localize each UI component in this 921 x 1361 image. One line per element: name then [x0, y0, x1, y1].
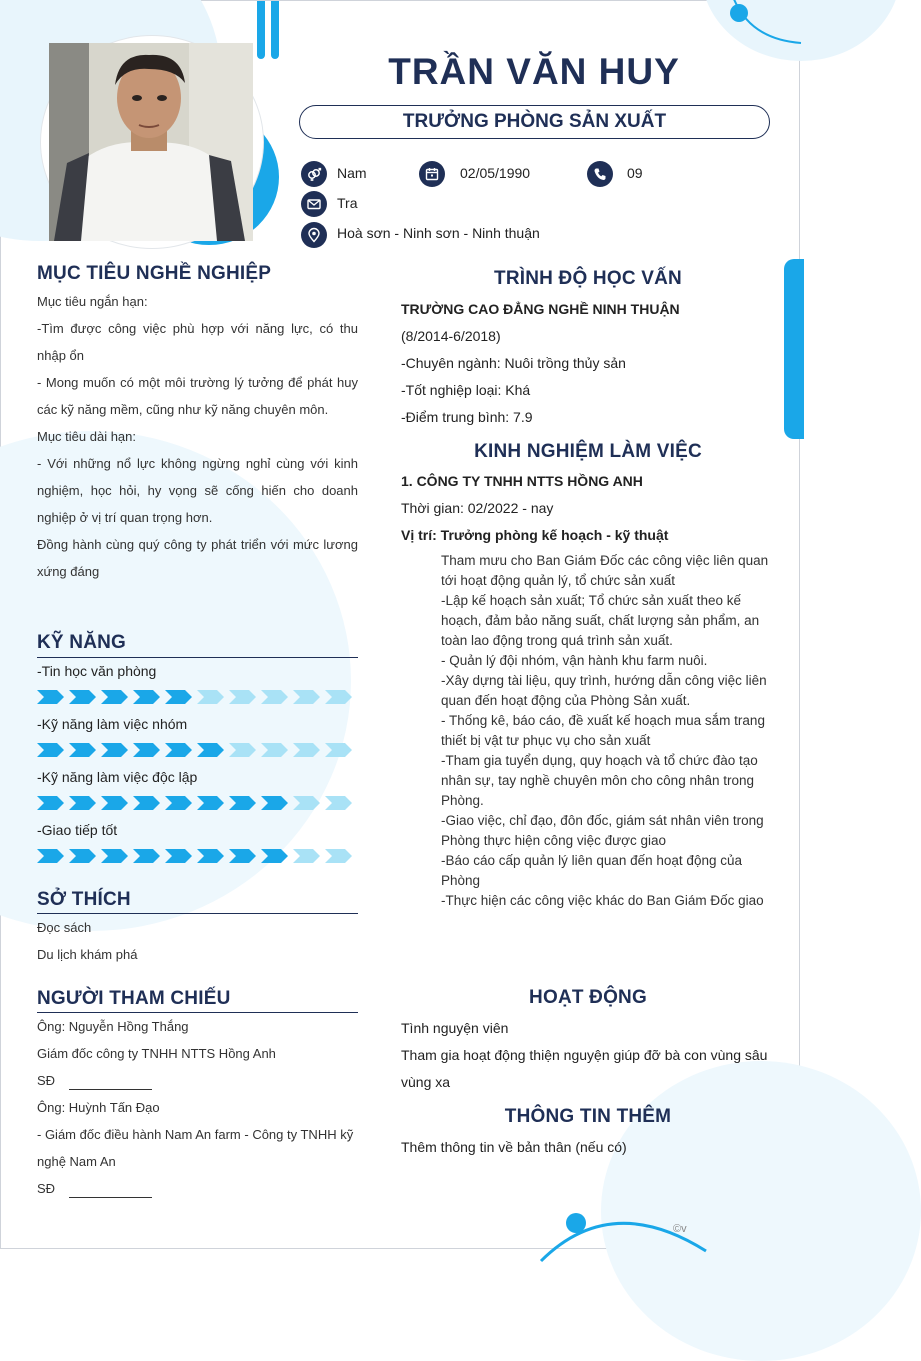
activities-body — [401, 1015, 779, 1096]
address-value: Hoà sơn - Ninh sơn - Ninh thuận — [337, 225, 540, 241]
skill-chevron-filled — [101, 690, 129, 704]
activity-2: Tham gia hoạt động thiện nguyện giúp đỡ bà con vùng sâu vùng xa — [401, 1047, 768, 1090]
skill-bar — [37, 796, 353, 812]
objective-short-label: Mục tiêu ngắn hạn: — [37, 294, 148, 309]
skill-chevron-filled — [229, 849, 257, 863]
work-time: Thời gian: 02/2022 - nay — [401, 500, 554, 516]
skill-chevron-empty — [293, 849, 321, 863]
skill-chevron-empty — [325, 849, 353, 863]
skill-chevron-filled — [101, 849, 129, 863]
avatar-photo — [49, 43, 253, 241]
skill-chevron-filled — [133, 796, 161, 810]
gender-icon — [301, 161, 327, 187]
email-icon — [301, 191, 327, 217]
hobby-item: Du lịch khám phá — [37, 947, 138, 962]
skill-chevron-filled — [69, 849, 97, 863]
skill-chevron-filled — [197, 796, 225, 810]
avatar — [49, 43, 253, 241]
skill-chevron-filled — [101, 796, 129, 810]
location-icon — [301, 222, 327, 248]
graduation-grade: -Tốt nghiệp loại: Khá — [401, 382, 531, 398]
education-title: TRÌNH ĐỘ HỌC VẤN — [494, 268, 682, 289]
position-box — [299, 105, 770, 139]
work-role: Vị trí: Trưởng phòng kế hoạch - kỹ thuật — [401, 527, 669, 543]
skill-chevron-empty — [293, 690, 321, 704]
skill-label: -Kỹ năng làm việc độc lập — [37, 769, 198, 785]
ref1-phone: SĐ — [37, 1073, 56, 1088]
skill-chevron-filled — [261, 796, 289, 810]
ref2-phone: SĐ — [37, 1181, 56, 1196]
skill-chevron-empty — [229, 743, 257, 757]
calendar-icon — [419, 161, 445, 187]
email-value: Tra — [337, 195, 358, 211]
skill-chevron-empty — [261, 690, 289, 704]
objective-long-2: Đồng hành cùng quý công ty phát triển với mức lương xứng đáng — [37, 537, 358, 579]
skill-chevron-filled — [69, 743, 97, 757]
skill-bar — [37, 690, 353, 706]
skill-label: -Kỹ năng làm việc nhóm — [37, 716, 188, 732]
decor-bar-2 — [271, 1, 279, 59]
skill-chevron-filled — [229, 796, 257, 810]
duties-list — [441, 551, 775, 911]
ref2-phone-line — [69, 1197, 152, 1198]
skill-chevron-filled — [197, 849, 225, 863]
activity-1: Tình nguyện viên — [401, 1020, 509, 1036]
skill-chevron-filled — [133, 743, 161, 757]
duty-item: - Thống kê, báo cáo, đề xuất kế hoạch mua sắm trang thiết bị vật tư phục vụ cho sản xuất — [441, 713, 765, 748]
skill-chevron-filled — [37, 743, 65, 757]
duty-item: Tham mưu cho Ban Giám Đốc các công việc liên quan tới hoạt động quản lý, tổ chức sản xuất — [441, 553, 769, 588]
skill-chevron-filled — [101, 743, 129, 757]
phone-value: 09 — [627, 165, 643, 181]
skills-title: KỸ NĂNG — [37, 632, 127, 653]
school-name: TRƯỜNG CAO ĐẲNG NGHỀ NINH THUẬN — [401, 301, 680, 317]
company-name: 1. CÔNG TY TNHH NTTS HỒNG ANH — [401, 473, 643, 489]
skill-chevron-filled — [37, 849, 65, 863]
duty-item: - Quản lý đội nhóm, vận hành khu farm nuôi. — [441, 653, 708, 668]
skill-chevron-empty — [325, 743, 353, 757]
ref1-name: Ông: Nguyễn Hồng Thắng — [37, 1019, 189, 1034]
skill-chevron-filled — [165, 849, 193, 863]
skill-bar — [37, 743, 353, 759]
skill-chevron-filled — [165, 743, 193, 757]
skill-chevron-filled — [197, 743, 225, 757]
skill-chevron-empty — [325, 796, 353, 810]
objective-long-1: - Với những nổ lực không ngừng nghỉ cùng với kinh nghiệm, học hỏi, hy vọng sẽ cống hiến cho doanh nghiệp ở vị trí quan trọng hơn. — [37, 456, 358, 525]
skill-chevron-empty — [293, 743, 321, 757]
duty-item: -Giao việc, chỉ đạo, đôn đốc, giám sát nhân viên trong Phòng thực hiện công việc được giao — [441, 813, 764, 848]
decor-bar-1 — [257, 1, 265, 59]
birthdate-value: 02/05/1990 — [460, 165, 531, 181]
skill-chevron-filled — [69, 796, 97, 810]
education-body — [401, 296, 775, 431]
skill-chevron-empty — [197, 690, 225, 704]
extra-text: Thêm thông tin về bản thân (nếu có) — [401, 1139, 627, 1155]
watermark: ©v — [673, 1223, 687, 1235]
skill-label: -Tin học văn phòng — [37, 663, 157, 679]
position-title: TRƯỞNG PHÒNG SẢN XUẤT — [402, 111, 667, 132]
ref2-role: - Giám đốc điều hành Nam An farm - Công ty TNHH kỹ nghệ Nam An — [37, 1127, 354, 1169]
hobby-item: Đọc sách — [37, 920, 92, 935]
skill-chevron-filled — [133, 690, 161, 704]
skill-chevron-filled — [69, 690, 97, 704]
objective-title: MỤC TIÊU NGHỀ NGHIỆP — [37, 263, 272, 284]
ref2-name: Ông: Huỳnh Tấn Đạo — [37, 1100, 160, 1115]
duty-item: -Tham gia tuyển dụng, quy hoạch và tổ chức đào tạo nhân sự, tay nghề chuyên môn cho công nhân trong Phòng. — [441, 753, 758, 808]
duty-item: -Báo cáo cấp quản lý liên quan đến hoạt động của Phòng — [441, 853, 742, 888]
objective-short-1: -Tìm được công việc phù hợp với năng lực, có thu nhập ổn — [37, 321, 358, 363]
skill-chevron-empty — [293, 796, 321, 810]
study-period: (8/2014-6/2018) — [401, 328, 501, 344]
extra-title: THÔNG TIN THÊM — [504, 1106, 672, 1127]
full-name: TRẦN VĂN HUY — [388, 51, 680, 92]
skill-chevron-filled — [165, 690, 193, 704]
skill-chevron-filled — [37, 690, 65, 704]
phone-icon — [587, 161, 613, 187]
skill-chevron-filled — [261, 849, 289, 863]
hobbies-title: SỞ THÍCH — [37, 889, 131, 910]
major: -Chuyên ngành: Nuôi trồng thủy sản — [401, 355, 626, 371]
objective-body — [37, 288, 358, 585]
references-body — [37, 1013, 361, 1202]
ref1-phone-line — [69, 1089, 152, 1090]
references-title: NGƯỜI THAM CHIẾU — [37, 988, 231, 1009]
skill-chevron-filled — [133, 849, 161, 863]
decor-right-bar — [784, 259, 804, 439]
skill-label: -Giao tiếp tốt — [37, 822, 118, 838]
gpa: -Điểm trung bình: 7.9 — [401, 409, 533, 425]
skill-chevron-empty — [325, 690, 353, 704]
skill-chevron-empty — [261, 743, 289, 757]
activities-title: HOẠT ĐỘNG — [529, 987, 647, 1008]
gender-value: Nam — [337, 165, 367, 181]
skill-chevron-filled — [37, 796, 65, 810]
duty-item: -Xây dựng tài liệu, quy trình, hướng dẫn công việc liên quan đến hoạt động của Phòng Sản xuất. — [441, 673, 767, 708]
skill-chevron-empty — [229, 690, 257, 704]
skill-bar — [37, 849, 353, 865]
objective-short-2: - Mong muốn có một môi trường lý tưởng để phát huy các kỹ năng mềm, cũng như kỹ năng chuyên môn. — [37, 375, 358, 417]
experience-title: KINH NGHIỆM LÀM VIỆC — [474, 441, 702, 462]
duty-item: -Thực hiện các công việc khác do Ban Giám Đốc giao — [441, 893, 764, 908]
duty-item: -Lập kế hoạch sản xuất; Tổ chức sản xuất theo kế hoạch, đảm bảo năng suất, chất lượng sản phẩm, an toàn lao động trong quá trình sản xuất. — [441, 593, 760, 648]
skill-chevron-filled — [165, 796, 193, 810]
ref1-role: Giám đốc công ty TNHH NTTS Hồng Anh — [37, 1046, 276, 1061]
objective-long-label: Mục tiêu dài hạn: — [37, 429, 137, 444]
